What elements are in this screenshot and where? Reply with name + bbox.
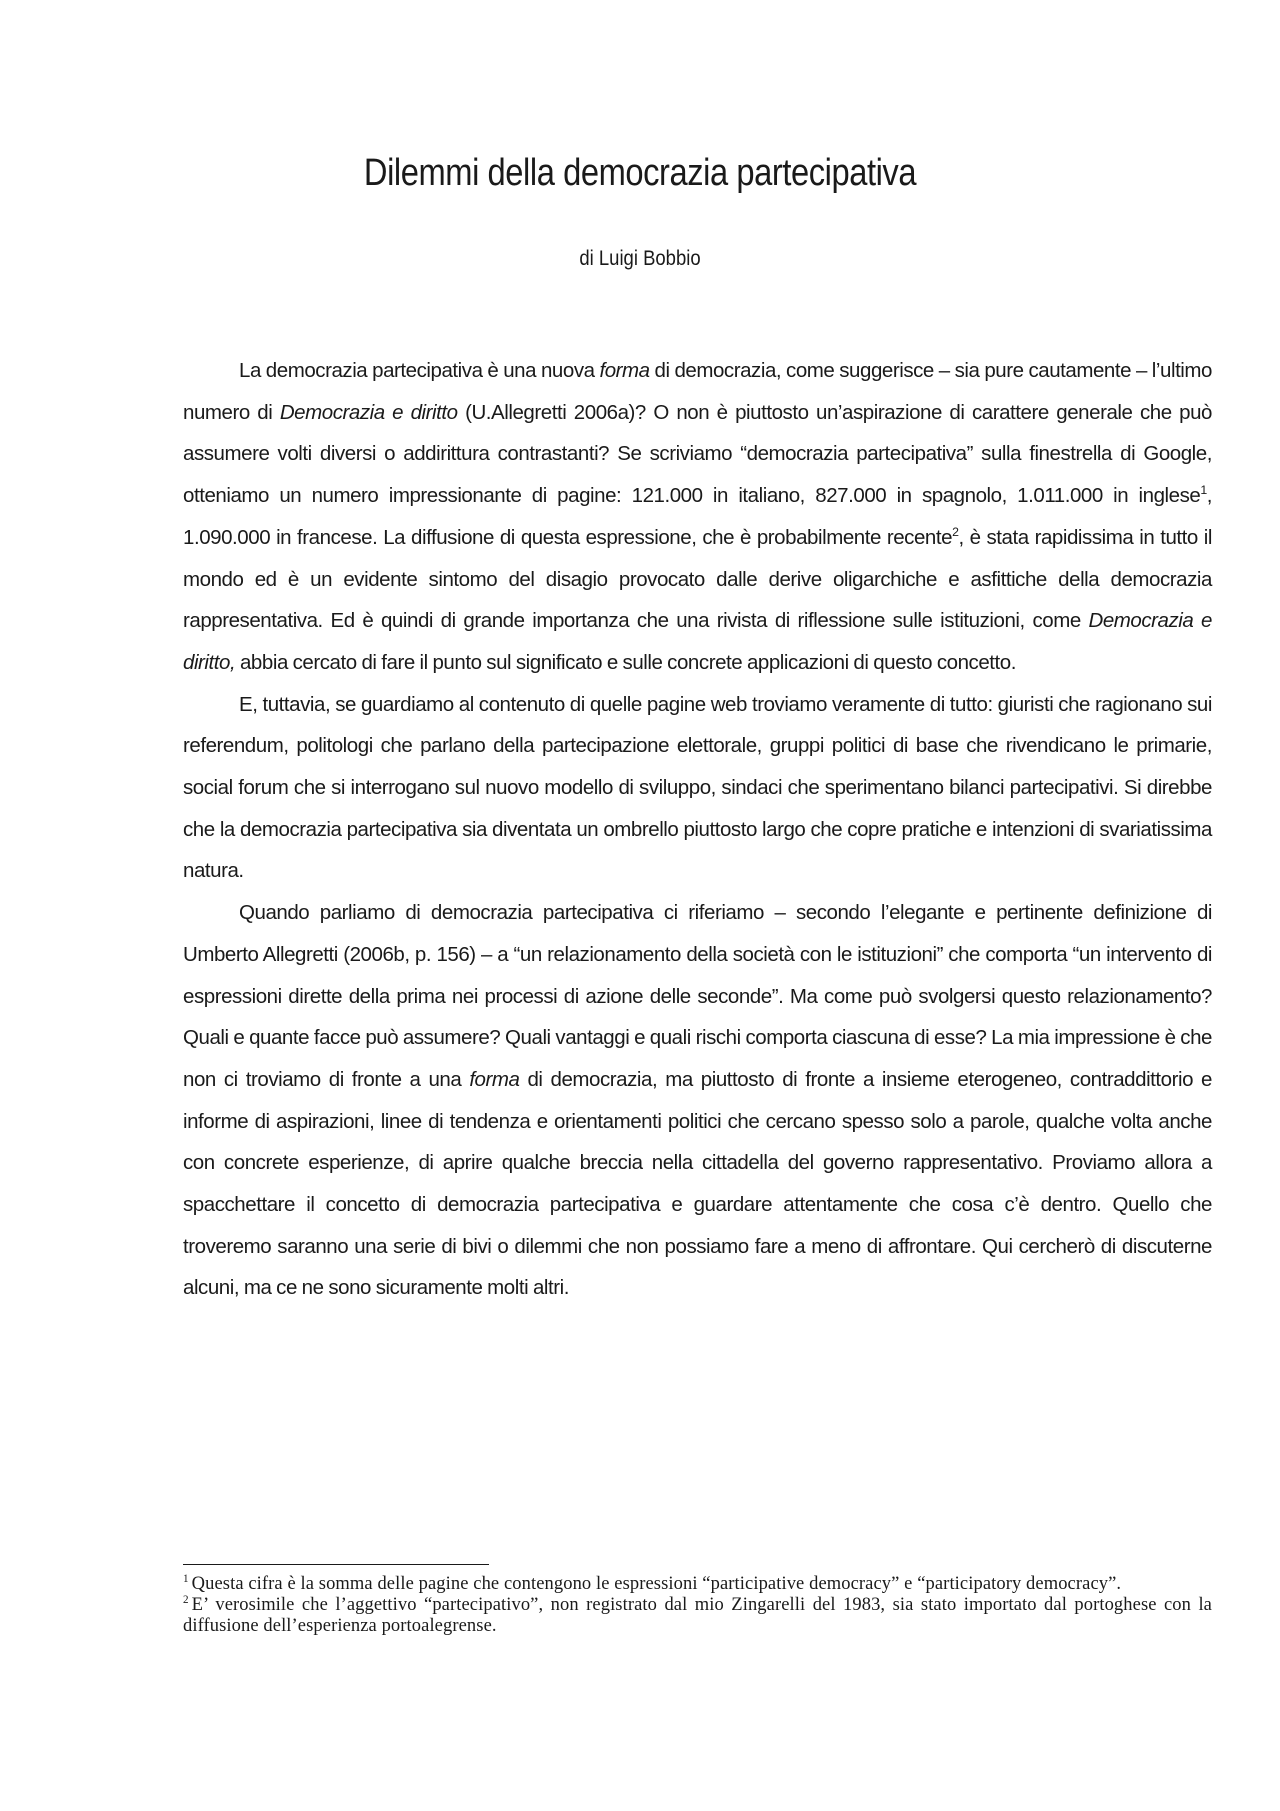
- paragraph-text: La democrazia partecipativa è una nuova: [239, 359, 600, 382]
- body-paragraph: [183, 350, 1212, 684]
- footnote-text: E’ verosimile che l’aggettivo “partecipativo”, non registrato dal mio Zingarelli del 1983, sia stato importato dal portoghese con la diffusione dell’esperienza portoalegrense.: [183, 1595, 1212, 1636]
- paragraph-text: Quando parliamo di democrazia partecipativa ci riferiamo – secondo l’elegante e pertinente definizione di Umberto Allegretti (2006b, p. 156) – a “un relazionamento della società con le istituzioni” che comporta “un intervento di espressioni dirette della prima nei processi di azione delle seconde”. Ma come può svolgersi questo relazionamento? Quali e quante facce può assumere? Quali vantaggi e quali rischi comporta ciascuna di esse? La mia impressione è che non ci troviamo di fronte a una: [183, 901, 1212, 1091]
- paragraph-text: , 1.090.000 in francese. La diffusione di questa espressione, che è probabilmente recente: [183, 484, 1212, 549]
- paragraph-text: E, tuttavia, se guardiamo al contenuto di quelle pagine web troviamo veramente di tutto: giuristi che ragionano sui referendum, politologi che parlano della partecipazione elettorale, gruppi politici di base che rivendicano le primarie, social forum che si interrogano sul nuovo modello di sviluppo, sindaci che sperimentano bilanci partecipativi. Si direbbe che la democrazia partecipativa sia diventata un ombrello piuttosto largo che copre pratiche e intenzioni di svariatissima natura.: [183, 692, 1212, 883]
- footnotes: [183, 1574, 1212, 1637]
- footnote-divider: [183, 1564, 489, 1565]
- footnote: [183, 1595, 1212, 1637]
- body-paragraph: [183, 892, 1212, 1309]
- footnote-reference: 2: [952, 524, 959, 539]
- italic-text: forma: [599, 359, 650, 382]
- italic-text: forma: [469, 1067, 520, 1091]
- italic-text: Democrazia e diritto,: [183, 609, 1212, 674]
- paragraph-text: abbia cercato di fare il punto sul significato e sulle concrete applicazioni di questo concetto.: [235, 650, 1016, 674]
- document-title: Dilemmi della democrazia partecipativa: [363, 152, 917, 194]
- footnote-number: 1: [183, 1572, 189, 1585]
- footnote-reference: 1: [1200, 483, 1207, 498]
- italic-text: Democrazia e diritto: [279, 400, 458, 424]
- footnote-text: Questa cifra è la somma delle pagine che contengono le espressioni “participative democracy” e “participatory democracy”.: [191, 1574, 1122, 1594]
- footnote-number: 2: [183, 1593, 189, 1606]
- document-author: di Luigi Bobbio: [579, 247, 701, 270]
- document-body: [183, 350, 1212, 1309]
- paragraph-text: , è stata rapidissima in tutto il mondo ed è un evidente sintomo del disagio provocato dalle derive oligarchiche e asfittiche della democrazia rappresentativa. Ed è quindi di grande importanza che una rivista di riflessione sulle istituzioni, come: [183, 525, 1212, 633]
- paragraph-text: (U.Allegretti 2006a)? O non è piuttosto un’aspirazione di carattere generale che può assumere volti diversi o addirittura contrastanti? Se scriviamo “democrazia partecipativa” sulla finestrella di Google, otteniamo un numero impressionante di pagine: 121.000 in italiano, 827.000 in spagnolo, 1.011.000 in inglese: [183, 400, 1212, 508]
- paragraph-text: di democrazia, come suggerisce – sia pure cautamente – l’ultimo numero di: [183, 359, 1212, 424]
- footnote: [183, 1574, 1212, 1595]
- paragraph-text: di democrazia, ma piuttosto di fronte a insieme eterogeneo, contraddittorio e informe di aspirazioni, linee di tendenza e orientamenti politici che cercano spesso solo a parole, qualche volta anche con concrete esperienze, di aprire qualche breccia nella cittadella del governo rappresentativo. Proviamo allora a spacchettare il concetto di democrazia partecipativa e guardare attentamente che cosa c’è dentro. Quello che troveremo saranno una serie di bivi o dilemmi che non possiamo fare a meno di affrontare. Qui cercherò di discuterne alcuni, ma ce ne sono sicuramente molti altri.: [183, 1067, 1212, 1300]
- body-paragraph: [183, 684, 1212, 893]
